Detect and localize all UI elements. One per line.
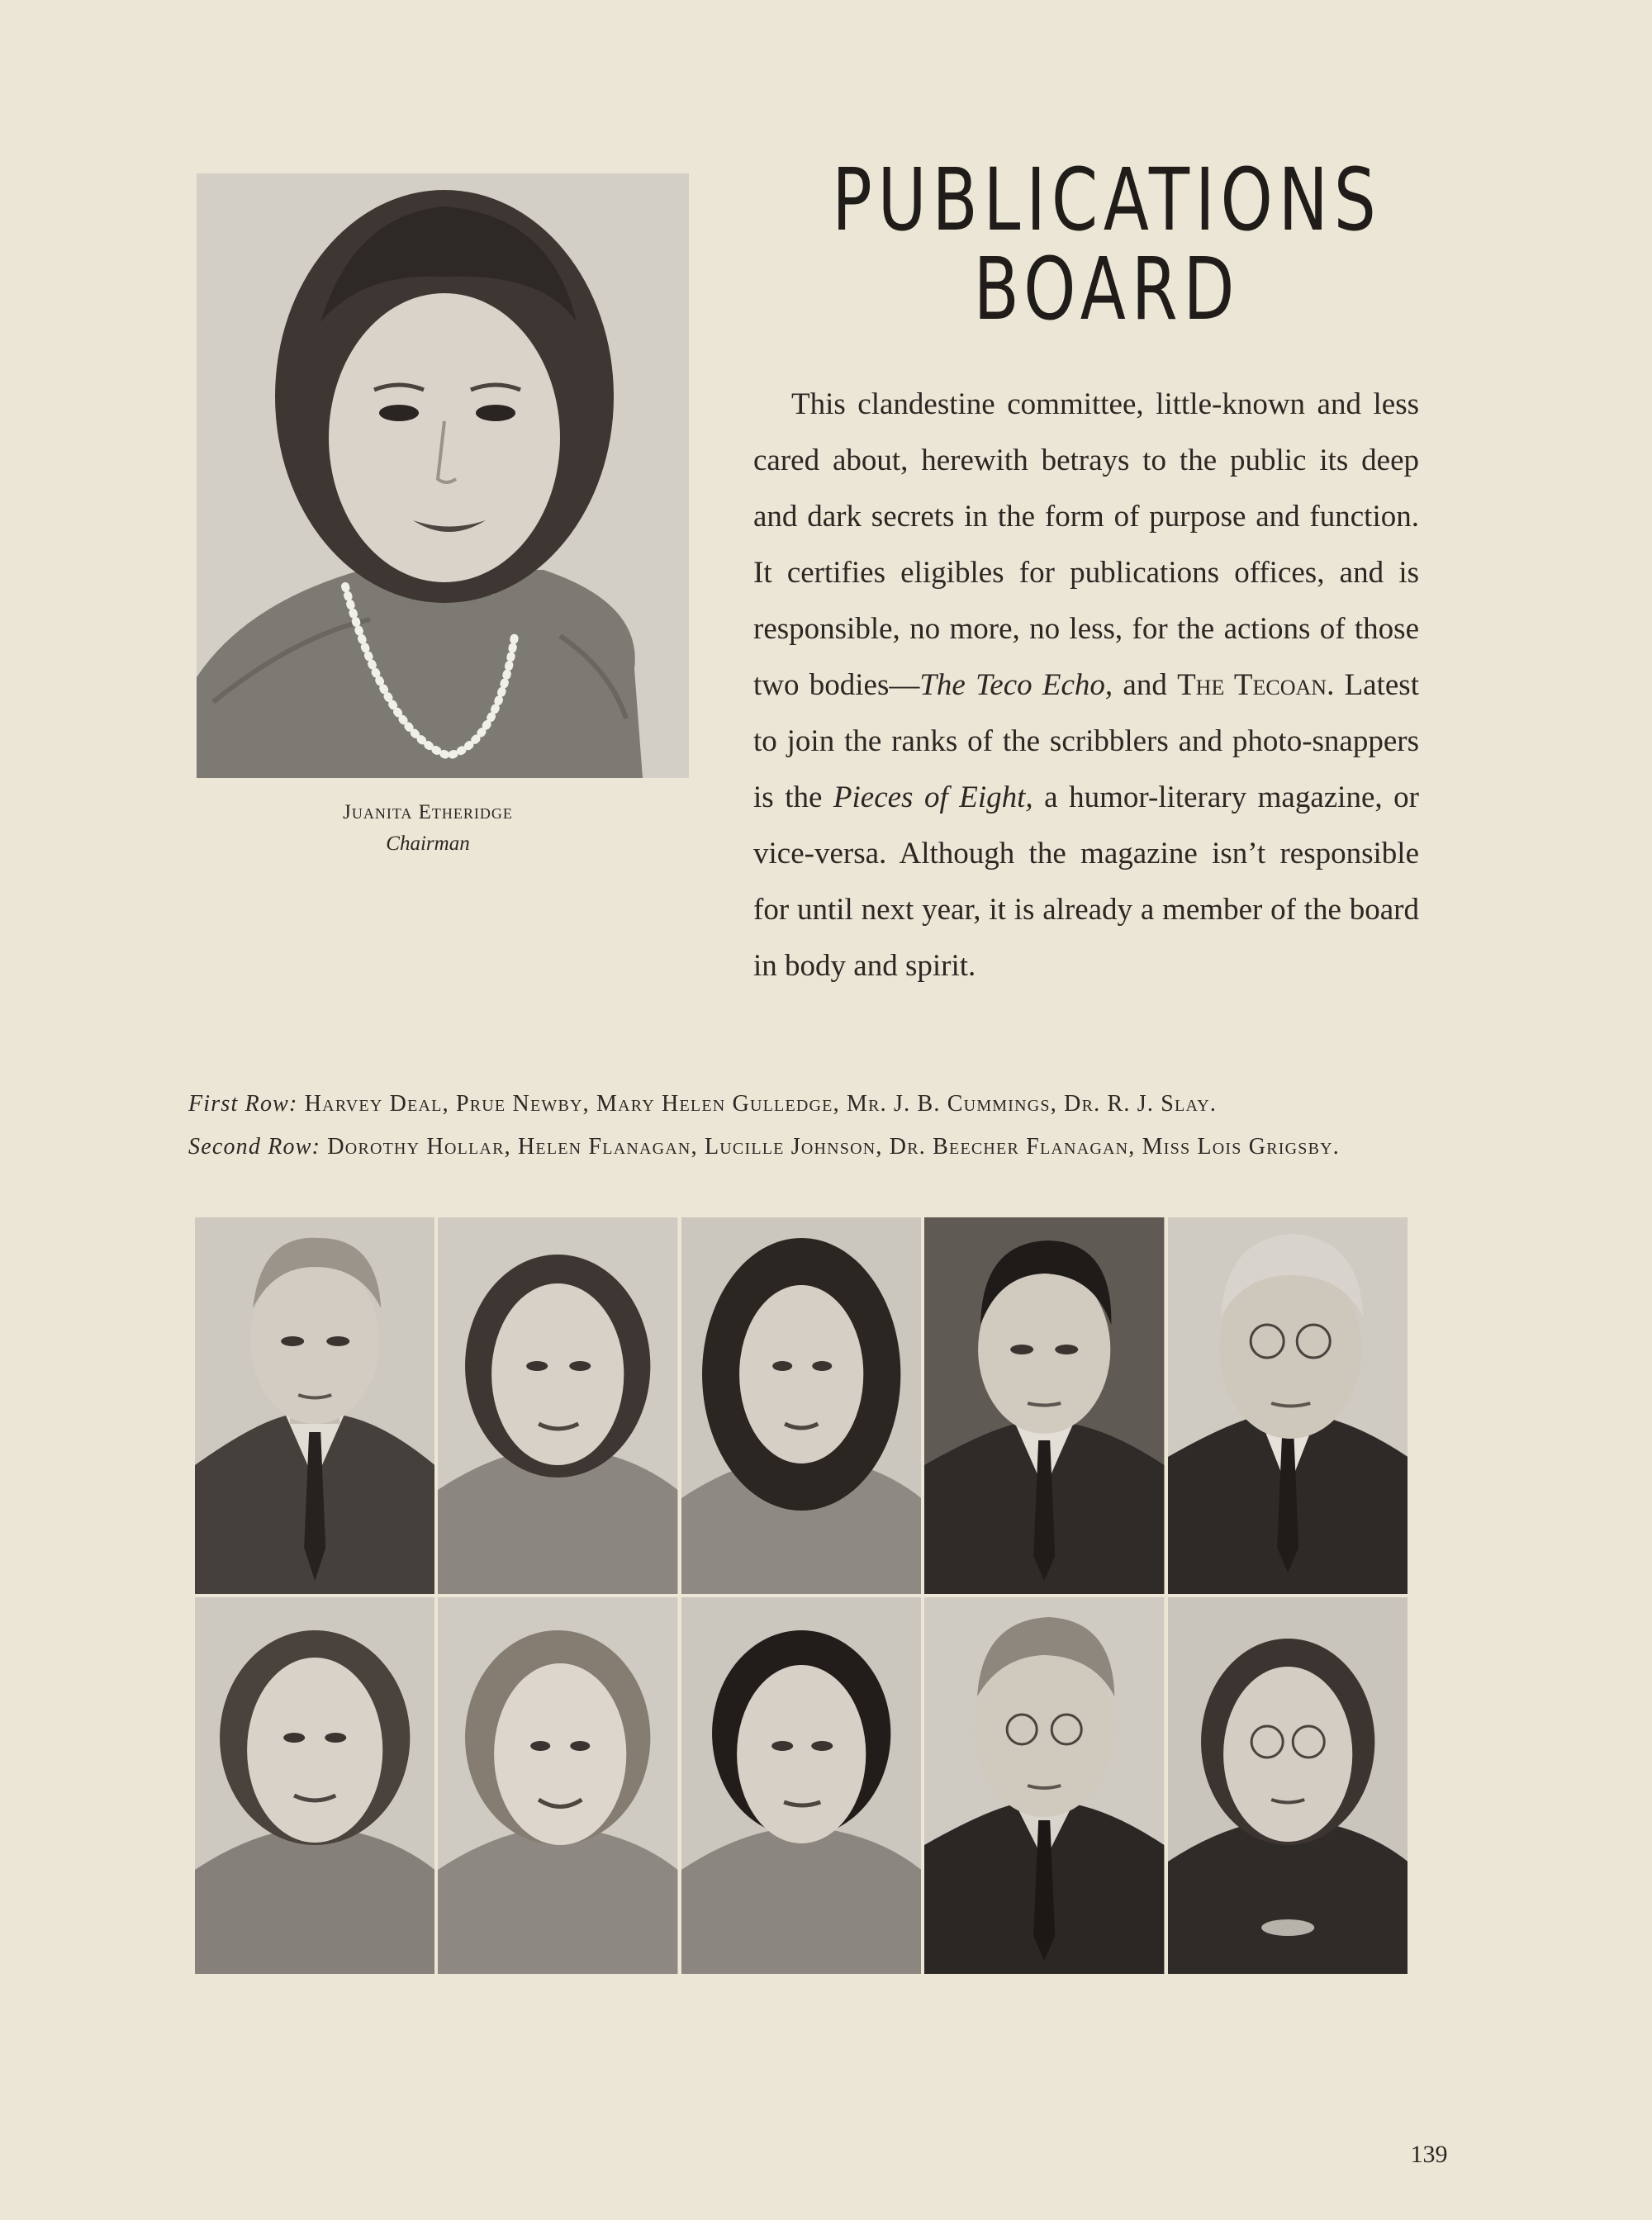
member-photo [681,1217,921,1594]
caption-second-row [188,1133,1447,1161]
caption-label: Second Row: [188,1134,321,1160]
member-photo-grid [195,1217,1408,1974]
member-photo [195,1597,434,1974]
chairman-title: Chairman [386,832,470,855]
caption-names: Harvey Deal, Prue Newby, Mary Helen Gulledge, Mr. J. B. Cummings, Dr. R. J. Slay. [304,1091,1218,1117]
body-text-part: a humor-literary magazine, or vice-versa. Although the magazine isn’t responsible for until next year, it is already a member of the board in body and spirit. [753,780,1419,983]
body-italic-teco-echo: The Teco Echo, [919,668,1113,702]
chairman-portrait [197,173,689,778]
caption-names: Dorothy Hollar, Helen Flanagan, Lucille Johnson, Dr. Beecher Flanagan, Miss Lois Grigsby. [327,1134,1340,1160]
body-text-part: and [1113,668,1178,702]
member-photo [195,1217,434,1594]
body-italic-pieces-of-eight: Pieces of Eight, [833,780,1033,814]
page-number: 139 [1410,2141,1448,2168]
caption-first-row [188,1090,1408,1118]
chairman-name: Juanita Etheridge [343,801,513,823]
member-photo [438,1217,677,1594]
body-text-part: Latest to join the ranks of the scribblers and photo-snappers is the [753,668,1419,814]
member-photo [438,1597,677,1974]
member-photo [1168,1217,1408,1594]
member-photo [924,1217,1164,1594]
member-photo [1168,1597,1408,1974]
caption-label: First Row: [188,1091,298,1117]
page-title [815,149,1398,339]
body-paragraph [753,377,1419,994]
member-photo [681,1597,921,1974]
title-line-2: BOARD [973,239,1241,339]
title-line-1: PUBLICATIONS [832,149,1382,250]
member-photo [924,1597,1164,1974]
body-smallcaps-tecoan: The Tecoan. [1177,668,1335,702]
body-text-part: This clandestine committee, little-known and less cared about, herewith betrays to the public its deep and dark secrets in the form of purpose and function. It certifies eligibles for publications offices, and is responsible, no more, no less, for the actions of those two bodies— [753,387,1419,702]
